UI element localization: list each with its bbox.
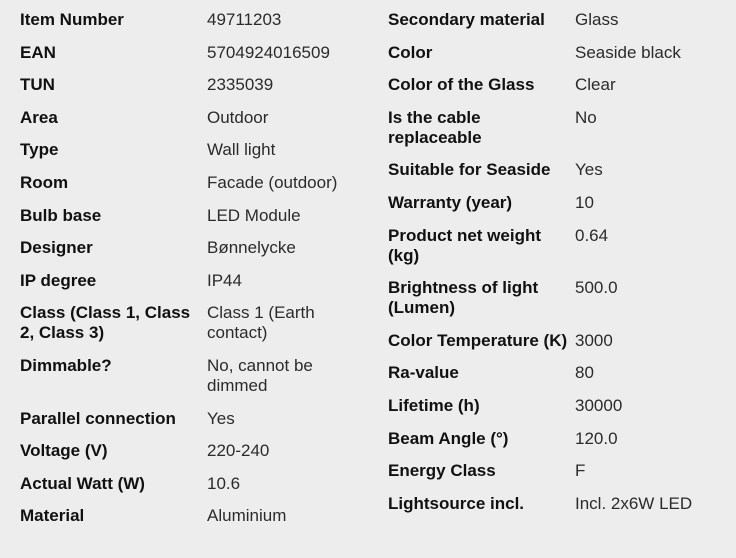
spec-value: Clear xyxy=(575,75,616,95)
spec-value: No xyxy=(575,107,597,127)
spec-row-dimmable xyxy=(20,356,370,396)
spec-value: Outdoor xyxy=(207,107,269,127)
spec-value: Seaside black xyxy=(575,42,681,62)
spec-row-tun xyxy=(20,75,370,95)
spec-row-suitable-seaside xyxy=(388,160,728,180)
spec-label: Beam Angle (°) xyxy=(388,428,509,448)
spec-row-lifetime xyxy=(388,396,728,416)
spec-row-brightness xyxy=(388,278,728,318)
spec-row-parallel-connection xyxy=(20,409,370,429)
spec-row-ean xyxy=(20,43,370,63)
spec-row-bulb-base xyxy=(20,206,370,226)
spec-value: 10 xyxy=(575,192,594,212)
spec-row-actual-watt xyxy=(20,474,370,494)
spec-value: 0.64 xyxy=(575,225,609,245)
spec-value: 500.0 xyxy=(575,278,618,298)
spec-label: IP degree xyxy=(20,270,97,290)
spec-label: EAN xyxy=(20,42,56,62)
spec-row-warranty xyxy=(388,193,728,213)
spec-row-color-temperature xyxy=(388,331,728,351)
spec-label: Color xyxy=(388,42,433,62)
spec-row-area xyxy=(20,108,370,128)
spec-label: Item Number xyxy=(20,10,124,29)
spec-value: 5704924016509 xyxy=(207,42,330,62)
spec-row-cable-replaceable xyxy=(388,108,728,148)
spec-label: Lifetime (h) xyxy=(388,395,480,415)
spec-label: Parallel connection xyxy=(20,408,176,428)
spec-value: 30000 xyxy=(575,395,623,415)
spec-value: No, cannot be dimmed xyxy=(207,355,313,395)
spec-row-voltage xyxy=(20,441,370,461)
spec-value: Bønnelycke xyxy=(207,238,296,258)
spec-value: Facade (outdoor) xyxy=(207,172,338,192)
spec-row-designer xyxy=(20,238,370,258)
spec-row-room xyxy=(20,173,370,193)
spec-label: Lightsource incl. xyxy=(388,493,525,513)
spec-label: Bulb base xyxy=(20,205,102,225)
spec-label: Secondary material xyxy=(388,10,545,29)
spec-column-right xyxy=(388,10,728,526)
spec-value: Aluminium xyxy=(207,506,287,526)
spec-label: Type xyxy=(20,140,59,160)
spec-label: Area xyxy=(20,107,58,127)
spec-value: F xyxy=(575,461,586,481)
spec-row-beam-angle xyxy=(388,429,728,449)
spec-value: 49711203 xyxy=(207,10,282,29)
spec-value: 2335039 xyxy=(207,75,274,95)
spec-value: LED Module xyxy=(207,205,301,225)
spec-label: Designer xyxy=(20,238,93,258)
spec-label: Product net weight (kg) xyxy=(388,225,541,265)
spec-value: 220-240 xyxy=(207,441,270,461)
spec-label: Actual Watt (W) xyxy=(20,473,145,493)
spec-row-net-weight xyxy=(388,226,728,266)
spec-row-energy-class xyxy=(388,461,728,481)
spec-value: 120.0 xyxy=(575,428,618,448)
spec-label: Class (Class 1, Class 2, Class 3) xyxy=(20,303,191,343)
spec-row-type xyxy=(20,140,370,160)
spec-value: Glass xyxy=(575,10,619,29)
spec-label: Warranty (year) xyxy=(388,192,513,212)
spec-value: Incl. 2x6W LED xyxy=(575,493,693,513)
spec-row-item-number xyxy=(20,10,370,30)
spec-row-color-of-glass xyxy=(388,75,728,95)
spec-label: TUN xyxy=(20,75,55,95)
spec-label: Dimmable? xyxy=(20,355,112,375)
spec-row-secondary-material xyxy=(388,10,728,30)
spec-label: Suitable for Seaside xyxy=(388,160,551,180)
spec-row-class xyxy=(20,303,370,343)
spec-value: Yes xyxy=(575,160,603,180)
spec-column-left xyxy=(20,10,370,539)
spec-label: Ra-value xyxy=(388,363,459,383)
spec-label: Brightness of light (Lumen) xyxy=(388,278,539,318)
spec-row-material xyxy=(20,506,370,526)
spec-value: Yes xyxy=(207,408,235,428)
spec-label: Voltage (V) xyxy=(20,441,108,461)
spec-row-lightsource-incl xyxy=(388,494,728,514)
spec-label: Energy Class xyxy=(388,461,496,481)
spec-row-ra-value xyxy=(388,363,728,383)
spec-row-ip-degree xyxy=(20,271,370,291)
spec-value: Wall light xyxy=(207,140,276,160)
spec-label: Is the cable replaceable xyxy=(388,107,482,147)
spec-value: 3000 xyxy=(575,330,613,350)
spec-value: 10.6 xyxy=(207,473,241,493)
spec-value: 80 xyxy=(575,363,594,383)
spec-value: Class 1 (Earth contact) xyxy=(207,303,315,343)
spec-label: Color of the Glass xyxy=(388,75,535,95)
spec-label: Color Temperature (K) xyxy=(388,330,568,350)
spec-label: Room xyxy=(20,172,69,192)
spec-value: IP44 xyxy=(207,270,242,290)
spec-label: Material xyxy=(20,506,85,526)
spec-row-color xyxy=(388,43,728,63)
